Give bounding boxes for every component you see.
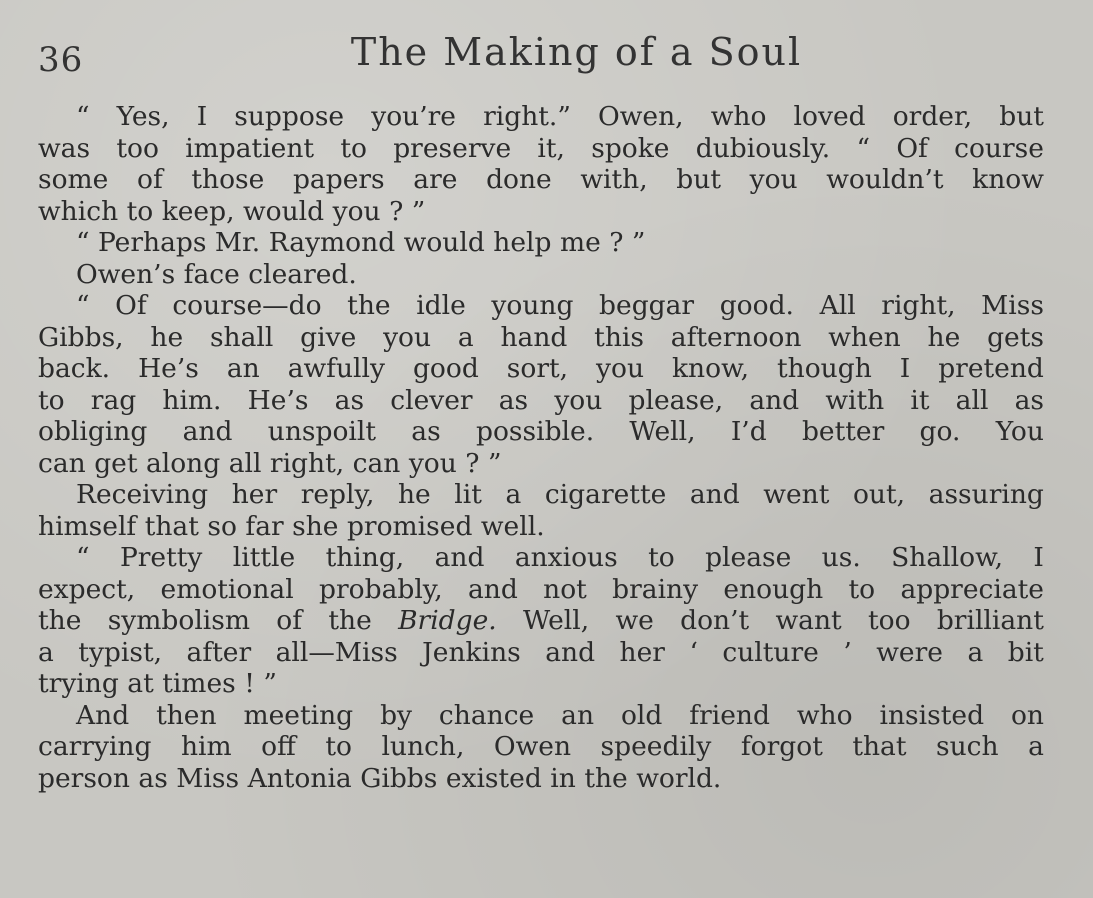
word: can bbox=[352, 447, 401, 479]
word: to bbox=[648, 542, 675, 573]
word: who bbox=[710, 101, 767, 132]
word: and bbox=[434, 542, 485, 573]
word: her bbox=[231, 479, 278, 510]
word: are bbox=[413, 164, 458, 195]
text-line bbox=[38, 385, 1044, 417]
word: friend bbox=[689, 699, 770, 731]
word: to bbox=[340, 132, 367, 164]
word: ” bbox=[487, 447, 502, 479]
word: Antonia bbox=[247, 762, 352, 794]
word: ” bbox=[263, 668, 277, 699]
word: then bbox=[156, 699, 217, 731]
word: though bbox=[777, 353, 872, 384]
word: times bbox=[162, 668, 236, 699]
word: us. bbox=[821, 542, 861, 573]
text-line bbox=[38, 227, 1044, 259]
word: to bbox=[126, 195, 154, 227]
word: all—Miss bbox=[275, 636, 398, 668]
word: wouldn’t bbox=[826, 164, 944, 195]
word: and bbox=[689, 479, 740, 510]
word: anxious bbox=[514, 542, 618, 573]
word: which bbox=[38, 195, 119, 227]
word: good bbox=[412, 353, 479, 384]
word: You bbox=[995, 416, 1044, 447]
word: as bbox=[411, 416, 441, 447]
word: course—do bbox=[172, 290, 322, 321]
word: not bbox=[543, 573, 587, 605]
word: pretend bbox=[938, 353, 1044, 384]
word: ‘ bbox=[689, 636, 698, 668]
word: “ bbox=[76, 227, 90, 258]
word: help bbox=[493, 227, 552, 258]
word: when bbox=[828, 321, 901, 353]
word: right, bbox=[269, 447, 345, 479]
text-line bbox=[38, 353, 1044, 385]
word: but bbox=[999, 101, 1044, 132]
word: Miss bbox=[176, 762, 240, 794]
word: old bbox=[620, 699, 663, 731]
word: all bbox=[228, 447, 262, 479]
word: were bbox=[876, 636, 943, 668]
word: far bbox=[245, 510, 284, 542]
word: know, bbox=[672, 353, 750, 384]
word: chance bbox=[438, 699, 535, 731]
word: out, bbox=[852, 479, 906, 510]
word: it bbox=[910, 384, 930, 416]
word: as bbox=[1014, 384, 1044, 416]
word: Miss bbox=[981, 290, 1044, 321]
word: her bbox=[619, 636, 665, 668]
word: All bbox=[819, 290, 856, 321]
word: Pretty bbox=[119, 542, 203, 573]
text-line bbox=[38, 605, 1044, 637]
word: He’s bbox=[247, 384, 309, 416]
word: after bbox=[186, 636, 252, 668]
word: ? bbox=[609, 227, 624, 258]
text-line bbox=[38, 322, 1044, 354]
word: Owen, bbox=[598, 101, 684, 132]
word: by bbox=[380, 699, 412, 731]
word: went bbox=[763, 479, 830, 510]
word: Owen’s bbox=[76, 258, 176, 290]
word: young bbox=[491, 290, 574, 321]
word: please bbox=[705, 542, 792, 573]
word: idle bbox=[416, 290, 466, 321]
word: please, bbox=[628, 384, 724, 416]
word: promised bbox=[346, 510, 473, 542]
word: that bbox=[144, 510, 199, 542]
word: order, bbox=[892, 101, 973, 132]
text-line bbox=[38, 259, 1044, 291]
word: who bbox=[796, 699, 853, 731]
word: all bbox=[955, 384, 989, 416]
word: himself bbox=[38, 510, 137, 542]
word: me bbox=[559, 227, 601, 258]
word: person bbox=[38, 762, 130, 794]
word: carrying bbox=[38, 731, 152, 762]
word: want bbox=[775, 605, 842, 636]
word: an bbox=[561, 699, 595, 731]
word: the bbox=[347, 290, 391, 321]
word: course bbox=[954, 132, 1044, 164]
text-line bbox=[38, 763, 1044, 795]
word: Perhaps bbox=[98, 227, 207, 258]
word: enough bbox=[723, 573, 824, 605]
word: as bbox=[334, 384, 365, 416]
word: obliging bbox=[38, 416, 148, 447]
word: it, bbox=[537, 132, 565, 164]
word: him. bbox=[162, 384, 222, 416]
word: that bbox=[852, 731, 907, 762]
word: brilliant bbox=[936, 605, 1044, 636]
word: hand bbox=[500, 321, 568, 353]
word: preserve bbox=[393, 132, 512, 164]
word: expect, bbox=[38, 573, 136, 605]
word: as bbox=[138, 762, 168, 794]
word: to bbox=[325, 731, 352, 762]
word: a bbox=[1028, 731, 1044, 762]
word: with bbox=[825, 384, 885, 416]
text-line bbox=[38, 731, 1044, 763]
word: meeting bbox=[243, 699, 354, 731]
text-line bbox=[38, 668, 1044, 700]
word: an bbox=[226, 353, 260, 384]
word: possible. bbox=[475, 416, 595, 447]
word: culture bbox=[722, 636, 819, 668]
text-line bbox=[38, 164, 1044, 196]
text-line bbox=[38, 479, 1044, 511]
word: world. bbox=[636, 762, 722, 794]
word: but bbox=[676, 164, 721, 195]
word: and bbox=[182, 416, 233, 447]
word: would bbox=[242, 195, 325, 227]
word: this bbox=[594, 321, 644, 353]
text-line bbox=[38, 290, 1044, 322]
word: can bbox=[38, 447, 86, 479]
word: done bbox=[486, 164, 552, 195]
word: Jenkins bbox=[422, 636, 521, 668]
word: you bbox=[408, 447, 457, 479]
word: right, bbox=[881, 290, 956, 321]
word: reply, bbox=[300, 479, 375, 510]
word: cigarette bbox=[544, 479, 667, 510]
word: a bbox=[457, 321, 474, 353]
word: Gibbs, bbox=[38, 321, 124, 353]
word: impatient bbox=[185, 132, 315, 164]
running-head: The Making of a Soul bbox=[350, 30, 803, 74]
word: ? bbox=[389, 195, 404, 227]
word: a bbox=[505, 479, 522, 510]
word: he bbox=[927, 321, 961, 353]
body-text bbox=[38, 101, 1044, 794]
word: you bbox=[749, 164, 798, 195]
text-line bbox=[38, 542, 1044, 574]
word: the bbox=[328, 605, 372, 636]
word: he bbox=[397, 479, 431, 510]
text-line bbox=[38, 133, 1044, 165]
word: unspoilt bbox=[267, 416, 377, 447]
word: ! bbox=[244, 668, 255, 699]
word: rag bbox=[90, 384, 137, 416]
word: speedily bbox=[600, 731, 712, 762]
word: the bbox=[38, 605, 82, 636]
word: assuring bbox=[928, 479, 1044, 510]
word: beggar bbox=[599, 290, 695, 321]
word: go. bbox=[919, 416, 961, 447]
word: Well, bbox=[629, 416, 696, 447]
word: a bbox=[967, 636, 984, 668]
word: probably, bbox=[319, 573, 443, 605]
text-line bbox=[38, 448, 1044, 480]
word: keep, bbox=[161, 195, 235, 227]
word: emotional bbox=[160, 573, 294, 605]
word: thing, bbox=[325, 542, 405, 573]
word: you bbox=[596, 353, 645, 384]
word: on bbox=[1010, 699, 1044, 731]
word: I bbox=[1033, 542, 1044, 573]
word: suppose bbox=[234, 101, 345, 132]
word: cleared. bbox=[248, 258, 357, 290]
word: at bbox=[127, 668, 154, 699]
text-line bbox=[38, 511, 1044, 543]
word: “ bbox=[76, 101, 90, 132]
page-number: 36 bbox=[38, 40, 84, 80]
word: insisted bbox=[879, 699, 985, 731]
text-line bbox=[38, 101, 1044, 133]
word: “ bbox=[856, 132, 871, 164]
text-line bbox=[38, 196, 1044, 228]
word: bit bbox=[1007, 636, 1044, 668]
word: papers bbox=[292, 164, 385, 195]
word: know bbox=[972, 164, 1044, 195]
word: brainy bbox=[612, 573, 699, 605]
word: appreciate bbox=[900, 573, 1044, 605]
word: and bbox=[749, 384, 800, 416]
word: don’t bbox=[680, 605, 750, 636]
word: him bbox=[180, 731, 232, 762]
word: Raymond bbox=[268, 227, 396, 258]
word: lunch, bbox=[381, 731, 465, 762]
word: to bbox=[38, 384, 65, 416]
word: typist, bbox=[78, 636, 163, 668]
word: existed bbox=[445, 762, 542, 794]
text-line bbox=[38, 637, 1044, 669]
word: off bbox=[261, 731, 296, 762]
word: Bridge. bbox=[398, 605, 497, 636]
word: awfully bbox=[287, 353, 385, 384]
word: Receiving bbox=[76, 479, 209, 510]
word: as bbox=[498, 384, 529, 416]
text-line bbox=[38, 574, 1044, 606]
word: I bbox=[899, 353, 911, 384]
word: spoke bbox=[591, 132, 670, 164]
word: ? bbox=[465, 447, 480, 479]
word: good. bbox=[719, 290, 794, 321]
word: we bbox=[615, 605, 654, 636]
word: loved bbox=[793, 101, 866, 132]
word: you’re bbox=[371, 101, 456, 132]
word: too bbox=[116, 132, 159, 164]
word: he bbox=[150, 321, 184, 353]
word: to bbox=[848, 573, 876, 605]
word: sort, bbox=[506, 353, 569, 384]
word: better bbox=[801, 416, 885, 447]
word: lit bbox=[454, 479, 482, 510]
word: Shallow, bbox=[891, 542, 1004, 573]
word: back. bbox=[38, 353, 111, 384]
word: ” bbox=[631, 227, 646, 258]
word: Of bbox=[115, 290, 147, 321]
word: forgot bbox=[740, 731, 823, 762]
word: you bbox=[332, 195, 381, 227]
word: so bbox=[207, 510, 237, 542]
word: and bbox=[545, 636, 596, 668]
text-line bbox=[38, 700, 1044, 732]
word: of bbox=[137, 164, 163, 195]
word: shall bbox=[209, 321, 274, 353]
word: right.” bbox=[483, 101, 571, 132]
word: such bbox=[936, 731, 999, 762]
word: gets bbox=[987, 321, 1044, 353]
word: He’s bbox=[138, 353, 199, 384]
word: you bbox=[554, 384, 603, 416]
word: in bbox=[550, 762, 576, 794]
word: some bbox=[38, 164, 109, 195]
word: “ bbox=[76, 542, 90, 573]
word: “ bbox=[76, 290, 90, 321]
word: Of bbox=[896, 132, 928, 164]
word: Mr. bbox=[214, 227, 261, 258]
word: the bbox=[584, 762, 628, 794]
word: give bbox=[300, 321, 357, 353]
word: well. bbox=[480, 510, 545, 542]
word: she bbox=[292, 510, 339, 542]
word: trying bbox=[38, 668, 119, 699]
word: I bbox=[196, 101, 208, 132]
word: with, bbox=[580, 164, 648, 195]
word: clever bbox=[390, 384, 473, 416]
word: those bbox=[191, 164, 265, 195]
word: of bbox=[276, 605, 303, 636]
word: ’ bbox=[843, 636, 852, 668]
word: symbolism bbox=[107, 605, 250, 636]
word: Well, bbox=[523, 605, 590, 636]
word: little bbox=[232, 542, 296, 573]
word: a bbox=[38, 636, 54, 668]
word: get bbox=[94, 447, 138, 479]
word: face bbox=[183, 258, 240, 290]
word: Gibbs bbox=[360, 762, 438, 794]
word: would bbox=[403, 227, 485, 258]
word: too bbox=[867, 605, 911, 636]
word: And bbox=[76, 699, 130, 731]
word: ” bbox=[411, 195, 426, 227]
word: Owen bbox=[493, 731, 572, 762]
word: dubiously. bbox=[695, 132, 831, 164]
word: afternoon bbox=[670, 321, 802, 353]
text-line bbox=[38, 416, 1044, 448]
word: was bbox=[38, 132, 91, 164]
word: I’d bbox=[730, 416, 767, 447]
word: Yes, bbox=[116, 101, 170, 132]
word: you bbox=[383, 321, 432, 353]
word: along bbox=[145, 447, 221, 479]
word: and bbox=[468, 573, 518, 605]
